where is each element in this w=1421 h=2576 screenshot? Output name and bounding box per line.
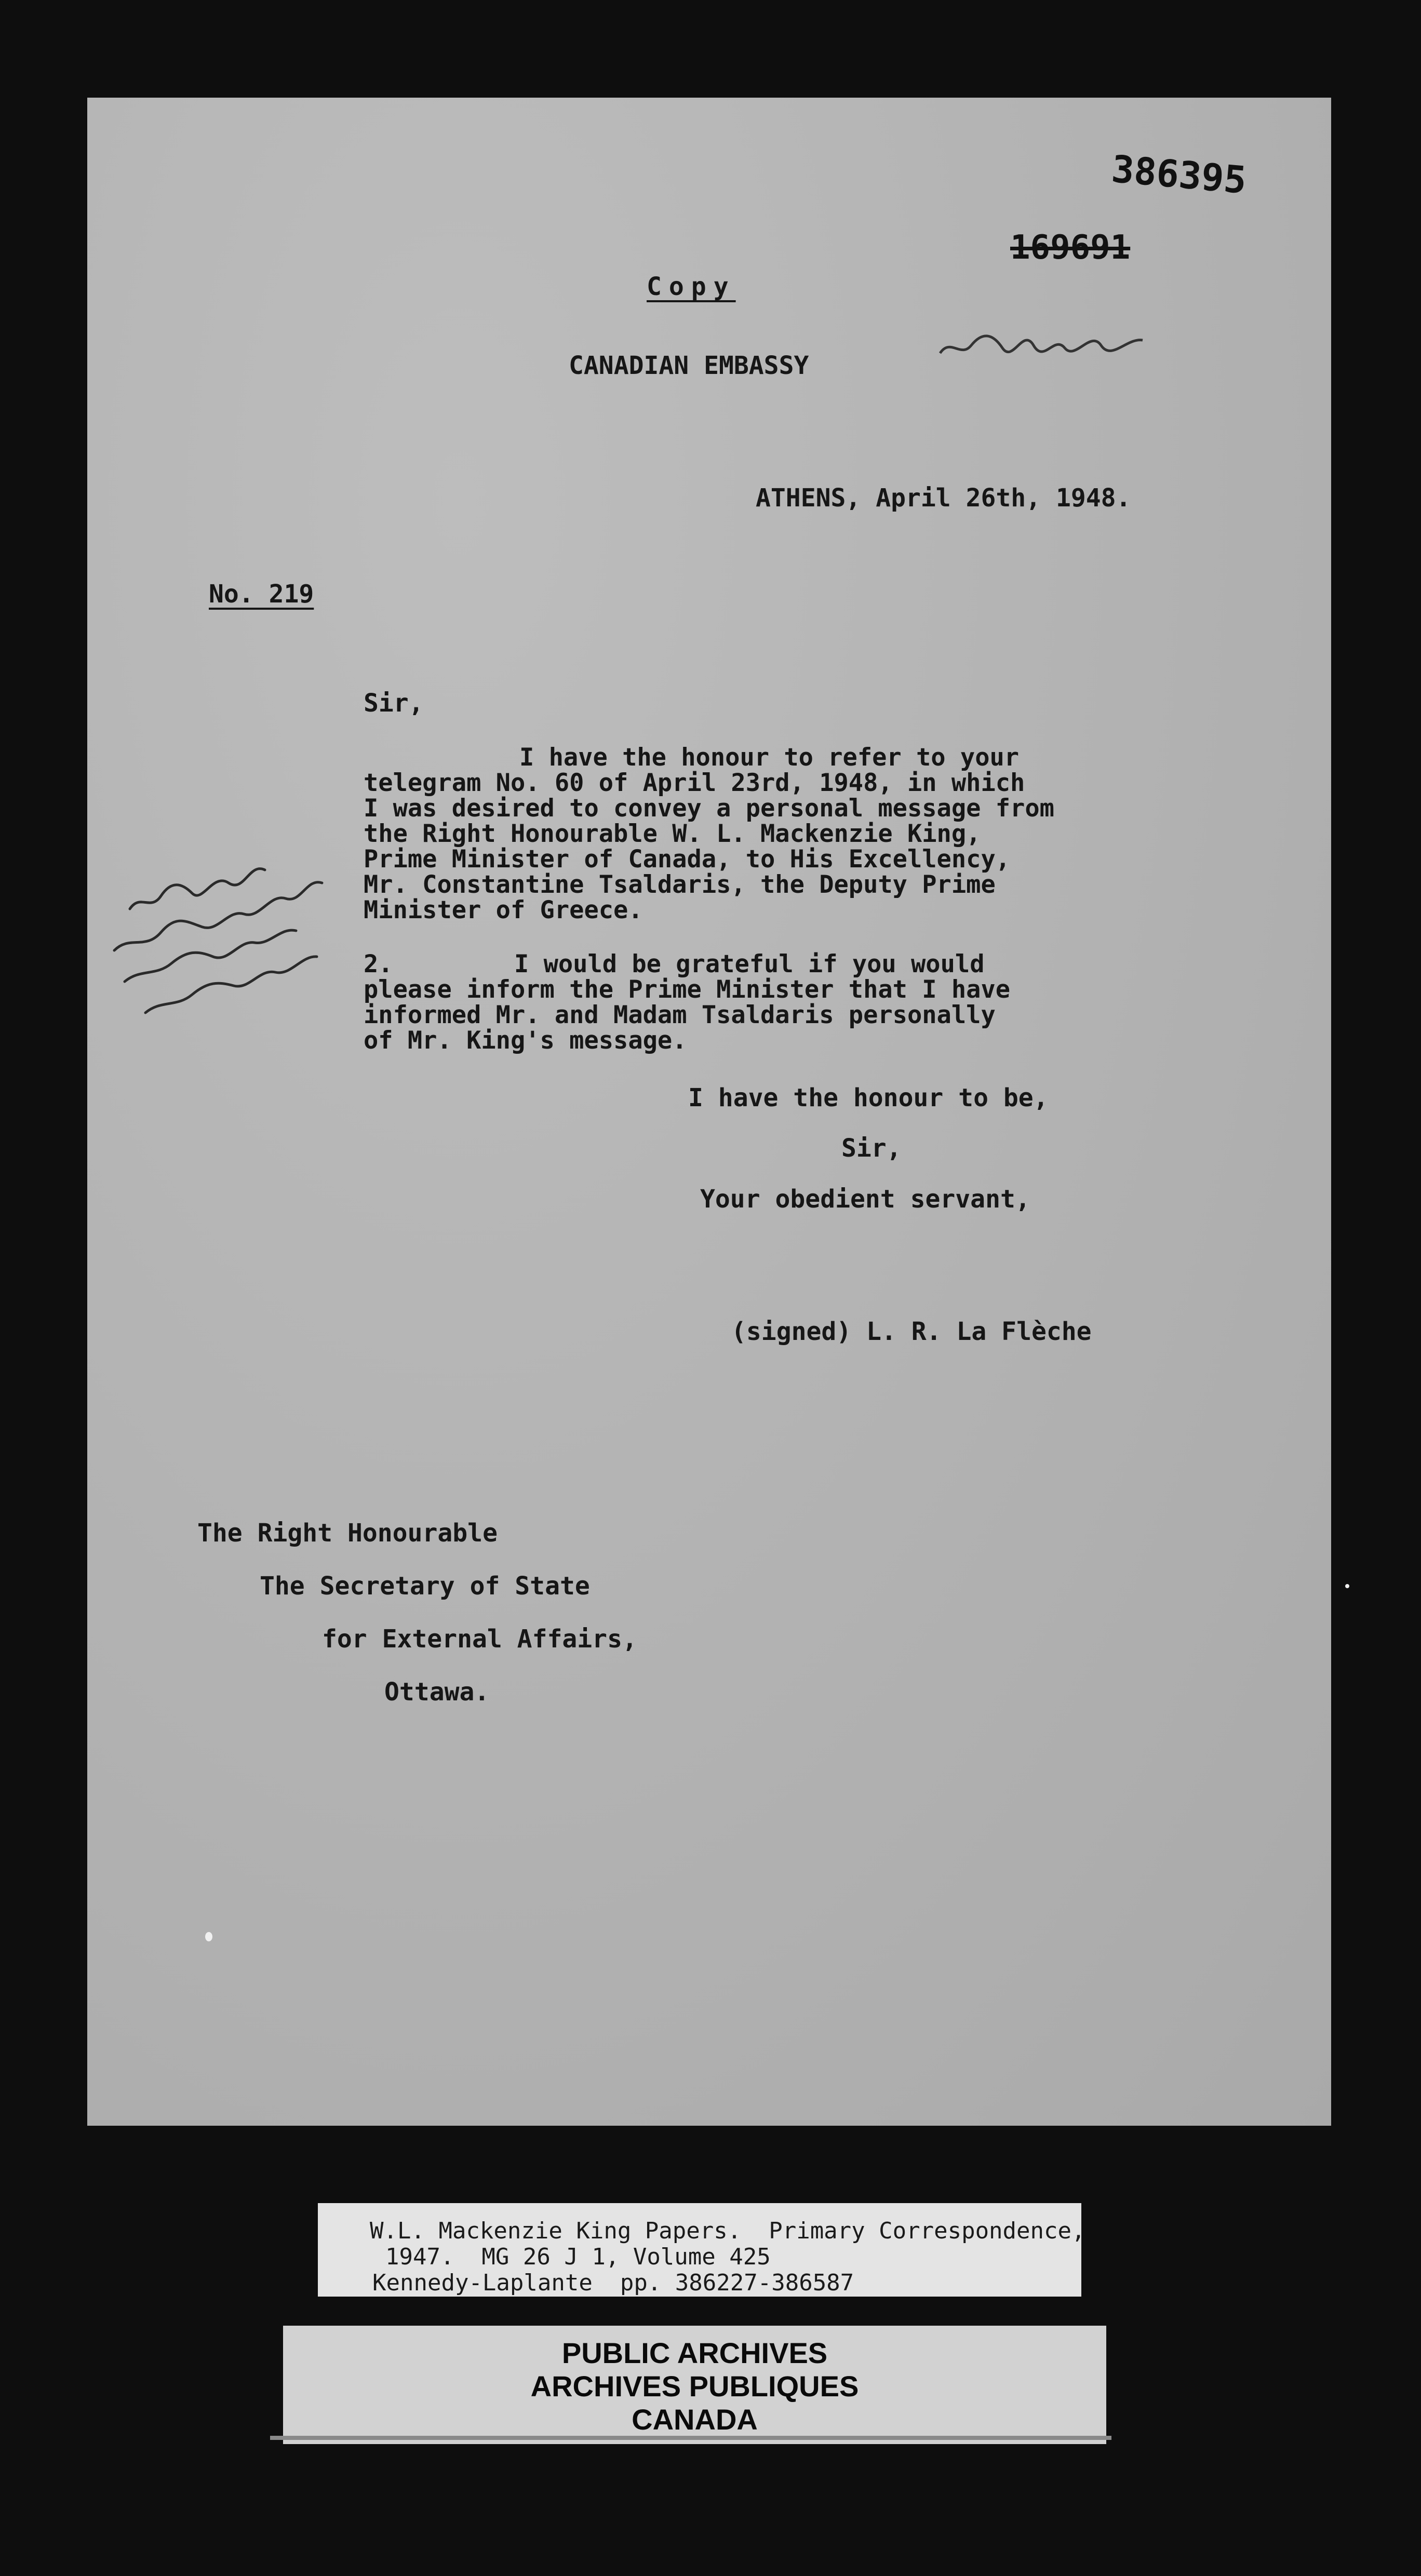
embassy-heading: CANADIAN EMBASSY	[569, 351, 809, 380]
para2-line: please inform the Prime Minister that I have	[364, 975, 1011, 1004]
copy-label: Copy	[647, 272, 736, 301]
archives-stamp-line: PUBLIC ARCHIVES	[561, 2337, 828, 2369]
reference-number: No. 219	[209, 580, 314, 609]
para1-line: I have the honour to refer to your	[519, 743, 1020, 772]
paper-speck	[1345, 1584, 1349, 1588]
para2-line: I would be grateful if you would	[514, 950, 985, 978]
archive-label-line: 1947. MG 26 J 1, Volume 425	[385, 2244, 771, 2270]
para1-line: Prime Minister of Canada, to His Excellency,	[364, 845, 1011, 874]
salutation: Sir,	[364, 689, 424, 718]
para1-line: Minister of Greece.	[364, 896, 643, 924]
handwritten-initials	[935, 317, 1153, 364]
para2-line: informed Mr. and Madam Tsaldaris personally	[364, 1001, 996, 1029]
para2-number: 2.	[364, 950, 393, 978]
archive-label-line: W.L. Mackenzie King Papers. Primary Correspondence,	[370, 2218, 1085, 2244]
para2-line: of Mr. King's message.	[364, 1026, 687, 1055]
archives-stamp	[283, 2326, 1106, 2444]
archive-page-number: 386395	[1109, 146, 1249, 203]
para1-line: I was desired to convey a personal message from	[364, 794, 1054, 823]
archive-label-line: Kennedy-Laplante pp. 386227-386587	[372, 2270, 854, 2296]
archives-stamp-line: ARCHIVES PUBLIQUES	[530, 2370, 859, 2403]
place-and-date: ATHENS, April 26th, 1948.	[756, 484, 1131, 513]
recipient-line: The Secretary of State	[260, 1572, 590, 1601]
label-edge	[270, 2436, 1111, 2440]
signature: (signed) L. R. La Flèche	[731, 1317, 1092, 1346]
closing-line: I have the honour to be,	[688, 1083, 1049, 1112]
archives-stamp-line: CANADA	[632, 2403, 758, 2436]
struck-out-number: 169691	[1010, 229, 1131, 267]
closing-line: Sir,	[841, 1134, 902, 1163]
closing-line: Your obedient servant,	[700, 1185, 1030, 1214]
para1-line: telegram No. 60 of April 23rd, 1948, in which	[364, 769, 1025, 797]
recipient-line: Ottawa.	[384, 1678, 490, 1707]
recipient-line: for External Affairs,	[322, 1625, 637, 1654]
handwritten-margin-note	[99, 821, 338, 1028]
paper-speck	[205, 1932, 212, 1941]
recipient-line: The Right Honourable	[197, 1519, 498, 1548]
archive-reference-label	[318, 2203, 1085, 2297]
para1-line: the Right Honourable W. L. Mackenzie King,	[364, 820, 981, 848]
para1-line: Mr. Constantine Tsaldaris, the Deputy Prime	[364, 870, 996, 899]
